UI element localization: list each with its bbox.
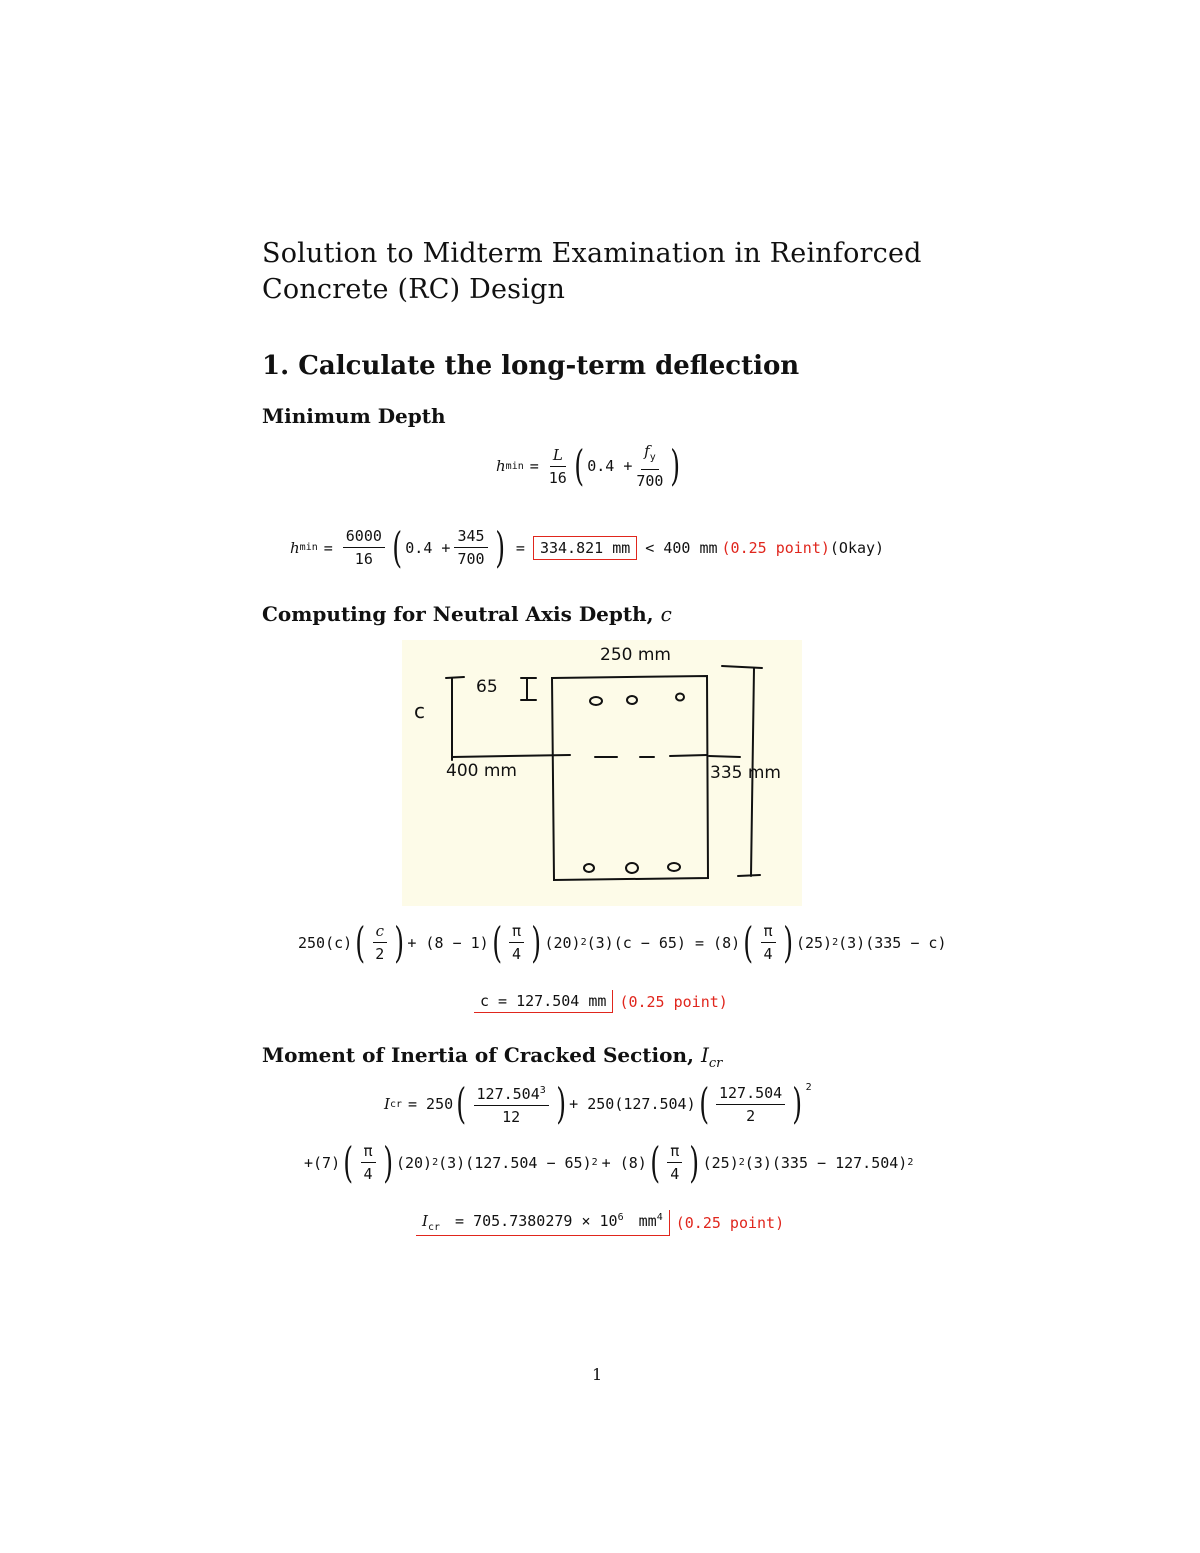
- neutral-axis-var: c: [660, 602, 672, 626]
- na-pi-den: 4: [512, 945, 522, 963]
- na-pi2-num: π: [761, 922, 776, 943]
- icr-outer-exp: 2: [805, 1082, 812, 1093]
- inertia-line-2: +(7) ( $\frac{\pi}{4}$ ) (20) 2 (3)(127.504 − 65) 2 + (8) ( $\frac{\pi}{4}$ ) (25) 2 (3)(335 − 127.504) 2: [304, 1137, 914, 1187]
- sketch-height-label: 400 mm: [446, 761, 517, 781]
- na-part3-exp: 2: [580, 937, 587, 948]
- inertia-line-1: I cr = 250 ( $\frac{127.504^3}{12}$ ) + 250(127.504) ( $\frac{127.504}{2}$ ) $^2$: [384, 1079, 812, 1128]
- na-part1: 250(c): [298, 933, 353, 952]
- icr-result-exp: 6: [617, 1212, 624, 1223]
- hmin-calculation: h min = $\frac{6000}{16}$ ( 0.4 + $\frac{345}{700}$ ) = 334.821 mm < 400 mm (0.25 point) (Okay): [290, 522, 885, 572]
- icr-frac1-num: 127.504: [476, 1085, 540, 1103]
- icr-result-symbol: I: [422, 1212, 428, 1230]
- hmin-sub: min: [505, 460, 524, 472]
- page-number: 1: [592, 1365, 603, 1384]
- icr2-t1-exp: 2: [432, 1157, 439, 1168]
- points-badge-2: (0.25 point): [619, 992, 728, 1011]
- icr2-t3: + (8): [601, 1153, 647, 1172]
- points-badge-3: (0.25 point): [675, 1214, 785, 1232]
- icr2-t4-exp: 2: [738, 1157, 745, 1168]
- inertia-heading: [262, 1043, 722, 1071]
- icr2-start: +(7): [304, 1153, 341, 1172]
- document-title: Solution to Midterm Examination in Reinforced Concrete (RC) Design: [262, 238, 922, 305]
- na-frac1-num: c: [373, 922, 387, 943]
- icr2-pi-den: 4: [363, 1165, 373, 1183]
- na-pi2-den: 4: [763, 945, 773, 963]
- icr-result-unit: mm: [638, 1212, 657, 1230]
- sketch-c-label: c: [414, 699, 425, 723]
- beam-section-drawing: [402, 640, 802, 906]
- frac-345: 345: [454, 527, 487, 548]
- na-part3: (20): [544, 933, 581, 952]
- neutral-axis-heading: [262, 602, 672, 626]
- frac-6000: 6000: [343, 527, 385, 548]
- beam-section-sketch: [402, 640, 802, 906]
- hmin-comparison: < 400 mm: [645, 538, 718, 557]
- na-part6: (3)(335 − c): [838, 933, 947, 952]
- icr-result-row: [416, 1210, 784, 1236]
- na-part5: (25): [795, 933, 833, 952]
- frac-700: 700: [636, 472, 664, 490]
- icr2-t1: (20): [395, 1153, 433, 1172]
- hmin-formula: h min = $\frac{L}{16}$ ( 0.4 + $\frac{f_y}{700}$ ): [496, 441, 681, 490]
- icr2-pi-num: π: [361, 1142, 376, 1163]
- fy-sub: y: [649, 452, 656, 463]
- icr2-t4: (25): [702, 1153, 739, 1172]
- hmin-result: 334.821 mm: [533, 536, 637, 560]
- icr-frac2-num: 127.504: [716, 1084, 785, 1105]
- neutral-axis-heading-text: Computing for Neutral Axis Depth,: [262, 602, 654, 626]
- na-part2: + (8 − 1): [407, 933, 489, 952]
- sketch-width-label: 250 mm: [600, 645, 671, 665]
- frac-16: 16: [548, 468, 567, 487]
- icr-result-unit-exp: 4: [656, 1212, 663, 1223]
- icr2-t2: (3)(127.504 − 65): [438, 1153, 592, 1172]
- frac-L: L: [550, 446, 566, 467]
- icr2-t5: (3)(335 − 127.504): [744, 1153, 908, 1172]
- icr-result-sub: cr: [427, 1222, 440, 1233]
- inertia-heading-text: Moment of Inertia of Cracked Section,: [262, 1043, 694, 1067]
- icr-eq-250: = 250: [407, 1095, 454, 1113]
- frac-700b: 700: [457, 550, 485, 568]
- na-frac1-den: 2: [375, 945, 385, 963]
- c-result-row: [474, 990, 728, 1013]
- icr2-pi2-num: π: [667, 1142, 682, 1163]
- icr-result: [416, 1210, 670, 1236]
- icr-result-value: = 705.7380279 × 10: [455, 1212, 618, 1230]
- icr-frac2-den: 2: [746, 1106, 756, 1125]
- hmin-calc-symbol: h: [290, 538, 300, 557]
- frac-16b: 16: [354, 550, 373, 568]
- icr-symbol: I: [384, 1095, 390, 1113]
- sketch-cover-label: 65: [476, 677, 498, 697]
- inner-const-calc: 0.4 +: [405, 538, 451, 557]
- icr-frac1-den: 12: [502, 1108, 521, 1126]
- na-part5-exp: 2: [832, 937, 839, 948]
- inner-const: 0.4 +: [587, 457, 633, 475]
- fy-symbol: f: [644, 442, 650, 460]
- sketch-effective-depth-label: 335 mm: [710, 763, 781, 783]
- na-part4: (3)(c − 65) = (8): [586, 933, 741, 952]
- points-badge-1: (0.25 point): [721, 538, 830, 557]
- icr-frac1-exp: 3: [539, 1085, 546, 1096]
- icr-sub: cr: [389, 1098, 402, 1110]
- c-result: c = 127.504 mm: [474, 990, 613, 1013]
- na-pi-num: π: [509, 922, 524, 943]
- inertia-heading-sub: cr: [708, 1056, 723, 1071]
- neutral-axis-equation: 250(c) ( $\frac{c}{2}$ ) + (8 − 1) ( $\frac{\pi}{4}$ ) (20) 2 (3)(c − 65) = (8) ( $\frac{\pi}{4}$ ) (25) 2 (3)(335 − c): [298, 917, 947, 967]
- hmin-symbol: h: [496, 457, 506, 475]
- section-heading: 1. Calculate the long-term deflection: [262, 351, 800, 381]
- icr-mid: + 250(127.504): [569, 1095, 696, 1113]
- hmin-calc-sub: min: [299, 542, 318, 553]
- icr2-pi2-den: 4: [670, 1165, 680, 1183]
- minimum-depth-heading: Minimum Depth: [262, 404, 446, 428]
- inertia-heading-var: I: [700, 1043, 709, 1067]
- icr2-t5-exp: 2: [907, 1157, 914, 1168]
- hmin-remark: (Okay): [829, 538, 885, 557]
- icr2-t2-exp: 2: [591, 1157, 598, 1168]
